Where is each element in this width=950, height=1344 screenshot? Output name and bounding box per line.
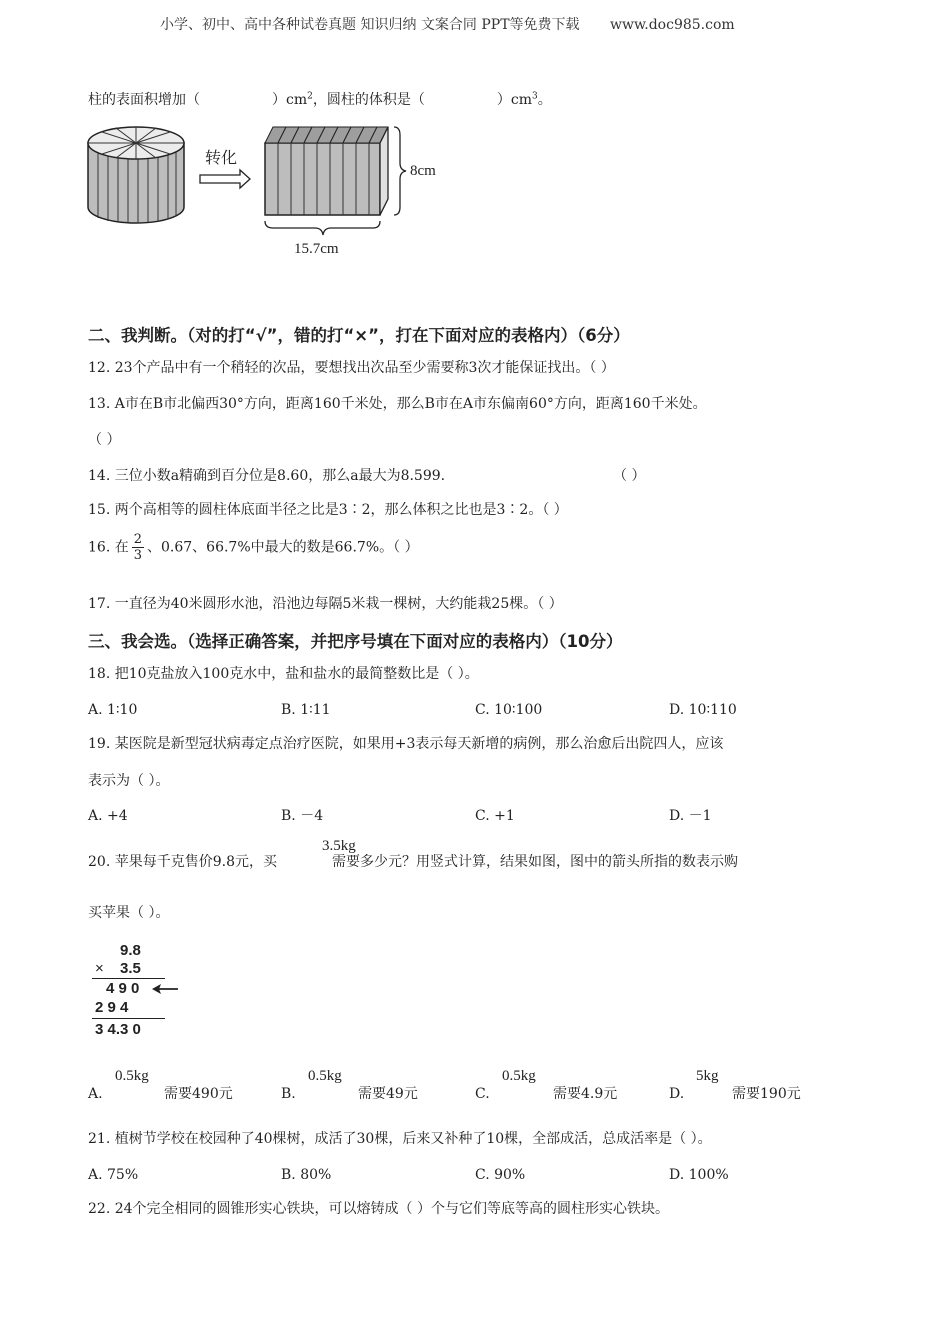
calc-multiplier: 3.5 [120, 960, 141, 977]
q18-option-d: D. 10∶110 [669, 702, 737, 718]
q20-option-c-letter: C. [475, 1086, 490, 1102]
q20-part2: 需要多少元？用竖式计算，结果如图，图中的箭头所指的数表示购 [331, 854, 738, 870]
q20-option-a-text: 需要490元 [164, 1086, 233, 1102]
q11-part3: ，圆柱的体积是（ [312, 92, 425, 108]
page-header [160, 14, 735, 34]
q19-option-c: C. +1 [475, 808, 515, 824]
q16-numerator: 2 [133, 532, 142, 547]
question-17: 17. 一直径为40米圆形水池，沿池边每隔5米栽一棵树，大约能栽25棵。（ ） [88, 596, 563, 612]
q20-option-c-text: 需要4.9元 [553, 1086, 618, 1102]
calc-partial-1: 4 9 0 [106, 980, 140, 997]
q16-fraction [132, 532, 144, 563]
question-22: 22. 24个完全相同的圆锥形实心铁块，可以熔铸成（ ）个与它们等底等高的圆柱形实心铁块。 [88, 1201, 669, 1217]
q16-denominator: 3 [133, 548, 142, 563]
question-20-line2: 买苹果（ ）。 [88, 905, 170, 921]
height-label: 8cm [410, 163, 436, 179]
width-brace [265, 221, 380, 235]
q11-text [88, 91, 552, 109]
q11-sup-3: 3 [531, 91, 538, 102]
q16-prefix: 16. 在 [88, 539, 129, 556]
calc-line-1 [92, 978, 165, 979]
transform-arrow-icon [200, 170, 250, 188]
height-brace [394, 127, 406, 215]
left-arrow-icon [150, 982, 180, 996]
header-site: www.doc985.com [609, 17, 735, 33]
question-16 [88, 532, 419, 563]
cylinder-shape [88, 127, 184, 223]
q20-option-d-letter: D. [669, 1086, 685, 1102]
calc-partial-2: 2 9 4 [95, 999, 129, 1016]
calc-result: 3 4.3 0 [95, 1021, 141, 1038]
q11-sup-2: 2 [307, 91, 313, 102]
q20-option-b-text: 需要49元 [358, 1086, 418, 1102]
q19-option-d: D. －1 [669, 808, 712, 824]
q21-option-a: A. 75% [88, 1167, 139, 1183]
question-19-line1: 19. 某医院是新型冠状病毒定点治疗医院，如果用+3表示每天新增的病例，那么治愈后出院四人，应该 [88, 736, 724, 752]
header-title: 小学、初中、高中各种试卷真题 知识归纳 文案合同 PPT等免费下载 [160, 17, 580, 33]
q11-part5: 。 [537, 92, 552, 108]
question-13-line1: 13. A市在B市北偏西30°方向，距离160千米处，那么B市在A市东偏南60°方向，距离160千米处。 [88, 396, 707, 412]
question-21: 21. 植树节学校在校园种了40棵树，成活了30棵，后来又补种了10棵，全部成活，总成活率是（ ）。 [88, 1131, 712, 1147]
q19-option-b: B. －4 [281, 808, 324, 824]
q18-option-b: B. 1∶11 [281, 702, 331, 718]
cylinder-transform-figure [80, 115, 460, 265]
q20-option-d-text: 需要190元 [732, 1086, 801, 1102]
prism-shape [265, 127, 388, 215]
calc-times-sign: × [95, 960, 104, 977]
question-19-line2: 表示为（ ）。 [88, 773, 170, 789]
q20-part1: 20. 苹果每千克售价9.8元，买 [88, 854, 277, 870]
q20-option-b-kg: 0.5kg [308, 1068, 342, 1084]
q16-suffix: 、0.67、66.7%中最大的数是66.7%。（ ） [147, 539, 419, 556]
calc-line-2 [92, 1018, 165, 1019]
q21-option-c: C. 90% [475, 1167, 526, 1183]
question-13-line2: （ ） [88, 432, 121, 448]
q11-part2: ）cm [272, 92, 308, 108]
transform-arrow-label: 转化 [205, 148, 238, 167]
q20-option-d-kg: 5kg [696, 1068, 719, 1084]
q18-option-a: A. 1∶10 [88, 702, 138, 718]
q20-kg: 3.5kg [322, 838, 356, 854]
q11-part4: ）cm [496, 92, 532, 108]
q20-option-a-letter: A. [88, 1086, 103, 1102]
width-label: 15.7cm [294, 241, 339, 257]
question-14: 14. 三位小数a精确到百分位是8.60，那么a最大为8.599. [88, 468, 446, 484]
question-14-answer-paren: （ ） [613, 468, 646, 484]
question-20-line1 [88, 853, 738, 871]
q20-option-c-kg: 0.5kg [502, 1068, 536, 1084]
q20-option-a-kg: 0.5kg [115, 1068, 149, 1084]
q18-option-c: C. 10∶100 [475, 702, 543, 718]
q20-option-b-letter: B. [281, 1086, 296, 1102]
question-12: 12. 23个产品中有一个稍轻的次品，要想找出次品至少需要称3次才能保证找出。（ ） [88, 360, 615, 376]
calc-multiplicand: 9.8 [120, 942, 141, 959]
q21-option-b: B. 80% [281, 1167, 332, 1183]
q21-option-d: D. 100% [669, 1167, 729, 1183]
section3-heading: 三、我会选。（选择正确答案，并把序号填在下面对应的表格内）（10分） [88, 632, 623, 651]
question-18: 18. 把10克盐放入100克水中，盐和盐水的最简整数比是（ ）。 [88, 666, 479, 682]
question-15: 15. 两个高相等的圆柱体底面半径之比是3∶2，那么体积之比也是3∶2。（ ） [88, 502, 568, 518]
section2-heading: 二、我判断。（对的打“√”，错的打“×”，打在下面对应的表格内）（6分） [88, 326, 630, 345]
q19-option-a: A. +4 [88, 808, 128, 824]
q11-part1: 柱的表面积增加（ [88, 92, 200, 108]
